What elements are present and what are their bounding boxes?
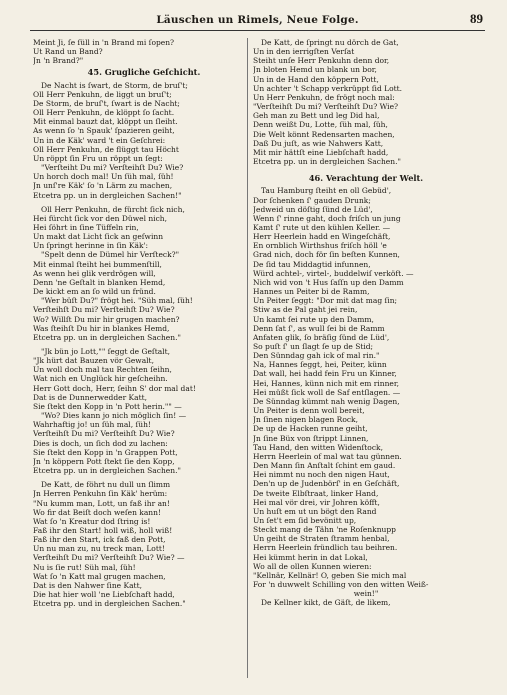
poem-line: Na, Hannes ſeggt, hei, Peiter, künn (253, 360, 387, 370)
left-column (33, 38, 255, 608)
poem-line: Un röppt ſin Fru un röppt un ſegt: (33, 153, 163, 163)
poem-line: De Sünndag kümmt nah wenig Dagen, (253, 396, 400, 406)
poem-line: Jn ſinen nigen blagen Rock, (253, 415, 358, 425)
poem-line: Un horch doch mal! Un ſüh mal, ſüh! (33, 172, 174, 182)
poem-line: De Kellner kikt, de Gäſt, de likem, (261, 598, 391, 608)
poem-line: Hei ſöhrt in ſine Tüffeln rin, (33, 222, 139, 232)
poem-line: Jn ſine Büx von ſtrippt Linnen, (253, 433, 369, 443)
poem-heading: 46. Verachtung der Welt. (308, 173, 424, 184)
poem-heading: 45. Grugliche Geſchicht. (87, 67, 201, 78)
poem-line: Nich wid von 't Hus ſaſſn up den Damm (253, 277, 404, 287)
poem-line: Oll Herr Penkuhn, de flüggt tau Höcht (33, 144, 179, 154)
poem-line: Dat is den Nahwer ſine Katt, (33, 580, 142, 590)
poem-line: Un Herr Penkuhn, de frögt noch mal: (253, 92, 395, 102)
poem-line: Dies is doch, un ſich dod zu lachen: (33, 438, 168, 448)
poem-line: Hei fürcht ſick vor den Düwel nich, (33, 213, 167, 223)
poem-line: Un nu man zu, nu treck man, Lott! (33, 544, 165, 554)
poem-line: "Verſteiht Du mi? Verſteihſt Du? Wie? (41, 163, 184, 173)
poem-line: Faß ihr den Start! holl wiß, holl wiß! (33, 525, 173, 535)
poem-line: Un in den ierrigſten Verſat (253, 47, 355, 57)
poem-line: Un ſpringt herinne in ſin Käk': (33, 241, 149, 251)
poem-line: Dat is de Dunnerwedder Katt, (33, 392, 148, 402)
poem-line: Die Welt könnt Redensarten machen, (253, 129, 395, 139)
poem-line: Herr Gott doch, Herr, ſeihn S' dor mal dat! (33, 383, 196, 393)
poem-line: So puſt ſ' un ſlagt ſe up de Stid; (253, 342, 374, 351)
poem-line: Etcetra pp. un in dergleichen Sachen." (33, 332, 181, 342)
poem-line: "Jk hürt dat Bauzen vör Gewalt, (33, 356, 154, 366)
poem-line: Nu is ſie rut! Süh mal, ſüh! (33, 562, 136, 572)
poem-line: Mit einmal ſteiht hei bummenſtill, (33, 259, 162, 269)
poem-line: Oll Herr Penkuhn, de klöppt ſo ſacht. (33, 108, 175, 118)
poem-line: Hannes un Peiter bi de Ramm, (253, 287, 370, 297)
poem-line: Den Mann ſin Anſtalt ſchint em gaud. (253, 461, 396, 471)
poem-line: Dat wall, hei hadd fein Fru un Kinner, (253, 369, 397, 379)
poem-line: "Verſteihſt Du mi? Verſteihſt Du? Wie? (253, 102, 399, 112)
poem-line: "Jk bün jo Lott,"" ſeggt de Geſtalt, (41, 347, 170, 356)
poem-line: Mit mir hättſt eine Liebſchaft hadd, (253, 147, 389, 157)
poem-line: Steckt mang de Tähn 'ne Roſenknupp (253, 525, 396, 535)
poem-line: Mit einmal bauzt dat, klöppt un ſleiht. (33, 117, 178, 127)
poem-line: Un ſet't em ſid bevönitt up, (253, 515, 357, 525)
right-column (253, 38, 479, 608)
poem-line: Un in de Hand den köppern Pott, (253, 74, 379, 84)
poem-line: Etcetra pp. un in dergleichen Sachen!" (33, 190, 182, 200)
poem-line: De kickt em an ſo wild un fründ. (33, 287, 156, 297)
poem-line: Wenn ſ' rinne gaht, doch friſch un jung (253, 213, 401, 223)
intro-line: Meint Ji, ſe ſüll in 'n Brand mi ſopen? (33, 38, 175, 47)
poem-line: Wo? Willſt Du mir hir grugen machen? (33, 314, 180, 324)
poem-line: Sie ſtekt den Kopp in 'n Grappen Pott, (33, 447, 178, 457)
poem-line: Tau Hamburg ſteiht en oll Gebüd', (261, 186, 392, 196)
poem-line: Un achter 't Schapp verkrüppt ſid Lott. (253, 83, 403, 93)
poem-line: Jn bloten Hemd un blank un bor, (253, 65, 377, 75)
poem-line: Denn ſat ſ', as wull ſei bi de Ramm (253, 323, 385, 333)
poem-line: Hei nimmt nu noch den nigen Haut, (253, 470, 390, 480)
poem-line: Un in de Käk' ward 't ein Geſchrei: (33, 135, 166, 145)
poem-line: As wenn hei glik verdrögen will, (33, 268, 156, 278)
running-title: Läuschen un Rimels, Neue Folge. (156, 14, 359, 26)
poem-line: Wo all de ollen Kunnen wieren: (253, 561, 372, 571)
poem-line: Tau Hand, den witten Widenſtock, (253, 442, 383, 452)
intro-line: Ut Rand un Band? (33, 47, 103, 57)
poem-line: "Wo? Dies kann jo nich möglich ſin! — (41, 411, 187, 421)
poem-line: Un Peiter is denn woll bereit, (253, 406, 365, 416)
poem-line: Jedweid un döſtig ſünd de Lüd', (253, 204, 373, 214)
poem-line: De tweite Elbſtraat, linker Hand, (253, 488, 379, 498)
poem-line: Den Sünndag gah ick of mal rin." (253, 351, 380, 361)
poem-line: Etcetra pp. un in dergleichen Sachen." (253, 157, 401, 167)
poem-line: Hei kümmt herin in dat Lokal, (253, 552, 368, 562)
poem-line: Oll Herr Penkuhn, de liggt un bruſ't; (33, 89, 172, 99)
poem-line: Wahrhaftig jo! un ſüh mal, ſüh! (33, 420, 151, 430)
poem-line: Die hat hier woll 'ne Liebſchaft hadd, (33, 590, 175, 600)
poem-line: Anfaten glik, ſo bräſig ſünd de Lüd', (253, 332, 390, 342)
page-number: 89 (470, 11, 483, 26)
poem-line: "Nu kumm man, Lott, un faß ihr an! (33, 498, 170, 508)
poem-line: Un woll doch mal tau Rechten ſeihn, (33, 365, 172, 375)
poem-line: Jn unſ're Käk' ſo 'n Lärm zu machen, (33, 181, 173, 191)
poem-line: Hei, Hannes, künn nich mit em rinner, (253, 378, 400, 388)
poem-line: De Katt, de föhrt nu dull un ſlimm (41, 480, 171, 490)
poem-line: Daß Du juſt, as wie Nahwers Katt, (253, 138, 384, 148)
poem-line: Faß ihr den Start, ick faß den Pott, (33, 535, 166, 545)
poem-line: Den'n up de Judenbörſ' in en Geſchäft, (253, 479, 400, 489)
poem-line: Geh man zu Bett und leg Did hal, (253, 111, 380, 121)
poem-line: Hei mal vör drei, vir Johren köfft, (253, 497, 380, 507)
poem-line: Wat ſo 'n Katt mal grugen machen, (33, 571, 166, 581)
page-header (30, 10, 485, 31)
poem-line: Verſteihſt Du mi? Verſteihſt Du? Wie? (33, 305, 175, 315)
poem-line: "Wer büſt Du?" frögt hei. "Süh mal, ſüh! (41, 296, 193, 306)
poem-line: Was ſteihſt Du hir in blankes Hemd, (33, 323, 170, 333)
poem-line: Wat ſo 'n Kreatur dod ſtring is! (33, 516, 151, 526)
poem-line: Oll Herr Penkuhn, de fürcht ſick nich, (41, 204, 185, 214)
poem-line: Hei müßt ſick woll de Saf entſlagen. — (253, 387, 401, 397)
poem-line: De Storm, de bruſ't, ſwart is de Nacht; (33, 98, 180, 108)
poem-line: De up de Hacken runne geiht, (253, 424, 368, 434)
poem-line: Un Peiter ſeggt: "Dor mit dat mag ſin; (253, 296, 398, 306)
poem-line: De Katt, de ſpringt nu dörch de Gat, (261, 38, 399, 47)
poem-line: De Nacht is ſwart, de Storm, de bruſ't; (41, 80, 188, 90)
poem-line: Grad nich, doch för ſin beſten Kunnen, (253, 250, 400, 260)
poem-line: Etcetra pp. un in dergleichen Sachen." (33, 466, 181, 476)
poem-line: Herrn Heerlein of mal wat tau günnen. (253, 451, 402, 461)
poem-line: For 'n duwwelt Schilling von den witten Weiß- (253, 580, 429, 590)
poem-line: Un geiht de Straten ſtramm henbal, (253, 534, 390, 544)
poem-line: Verſteihſt Du mi? Verſteihſt Du? Wie? — (33, 553, 185, 563)
poem-line: Un makt dat Licht ſick an geſwinn (33, 232, 164, 242)
poem-line: Wat nich en Unglück hir geſcheihn. (33, 374, 168, 384)
poem-line: De ſid tau Middagtid infunnen, (253, 259, 371, 269)
poem-line: "Spelt denn de Dümel hir Verſteck?" (41, 250, 180, 260)
poem-line: Denn 'ne Geſtalt in blanken Hemd, (33, 277, 166, 287)
poem-line: Kamt ſ' rute ut den kühlen Keller. — (253, 222, 391, 232)
poem-line: Würd achtel-, virtel-, buddelwiſ verköft. — (253, 268, 414, 278)
poem-line: Wo fir dat Beiſt doch weſen kann! (33, 507, 161, 517)
poem-line: Verſteihſt Du mi? Verſteihſt Du? Wie? (33, 429, 175, 439)
poem-line: Sie ſtekt den Kopp in 'n Pott herin."" — (33, 401, 182, 411)
intro-line: Jn 'n Brand?" (33, 56, 84, 66)
poem-line: "Kellnär, Kellnär! O, geben Sie mich mal (253, 570, 407, 580)
poem-line: Un kamt ſei rute up den Damm, (253, 314, 374, 324)
poem-line: Denn weißt Du, Lotte, ſüh mal, ſüh, (253, 120, 388, 130)
poem-line: Un huſt em ut un bögt den Rand (253, 506, 377, 516)
poem-line: Jn 'n köppern Pott ſtekt ſie den Kopp, (33, 456, 175, 466)
poem-line: Stiw as de Pal gaht jei rein, (253, 305, 358, 315)
poem-line: Jn Herren Penkuhn ſin Käk' herüm: (33, 489, 168, 499)
poem-line: Steiht unſe Herr Penkuhn denn dor, (253, 56, 390, 66)
poem-line: Etcetra pp. und in dergleichen Sachen." (33, 599, 186, 609)
poem-line: En ornblich Wirthshus friſch höll 'e (253, 241, 387, 251)
poem-line: Dor ſchenken ſ' gauden Drunk; (253, 195, 371, 205)
poem-line: wein!" (353, 589, 379, 599)
poem-line: Herr Heerlein hadd en Wingeſchäft, (253, 232, 391, 242)
poem-line: As wenn ſo 'n Spauk' ſpazieren geiht, (33, 126, 175, 136)
poem-line: Herrn Heerlein fründlich tau beihren. (253, 543, 398, 553)
column-divider (247, 38, 248, 678)
